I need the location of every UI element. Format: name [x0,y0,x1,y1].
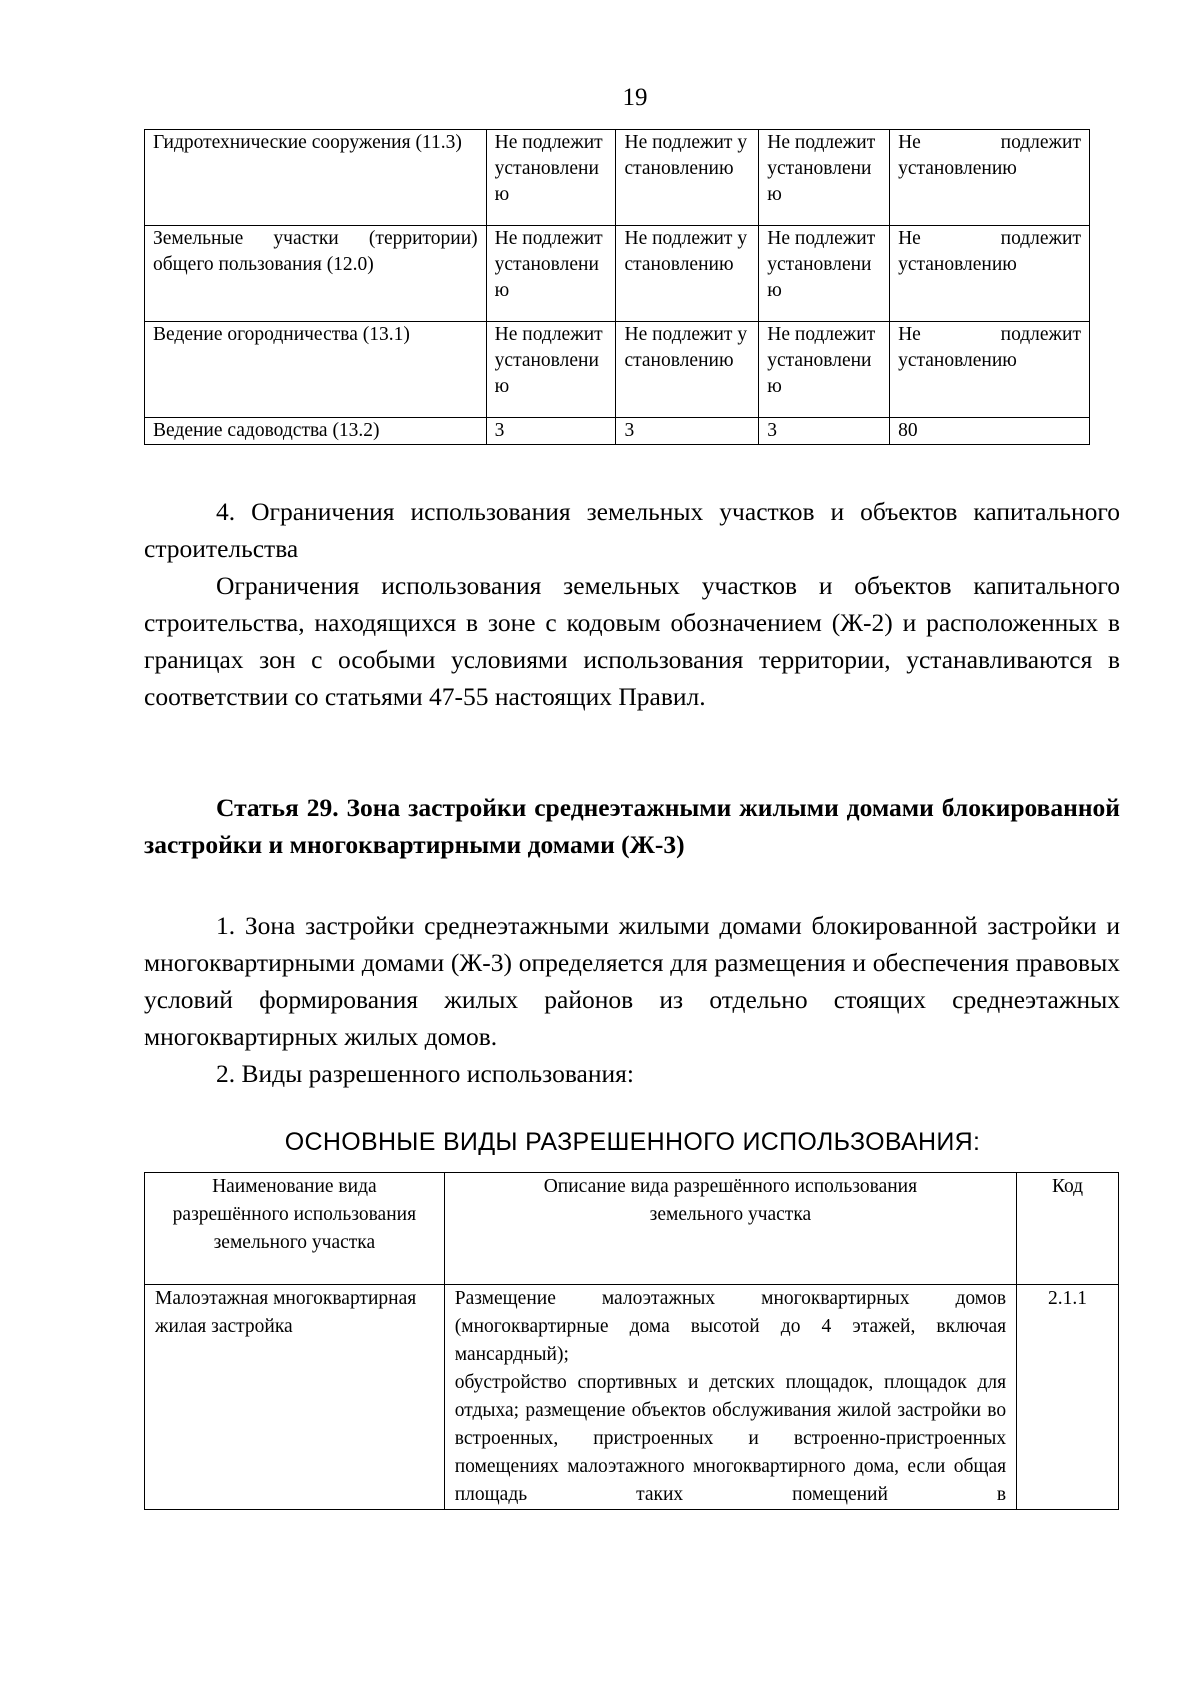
table-cell: 3 [486,418,616,445]
table-cell-code: 2.1.1 [1017,1285,1119,1510]
table-cell: 3 [759,418,890,445]
table-cell: 80 [890,418,1090,445]
section-4-title: 4. Ограничения использования земельных участков и объектов капитального строительства [144,497,1120,563]
page-number: 19 [622,84,648,111]
table-row [145,130,1090,226]
section-4-text: Ограничения использования земельных участков и объектов капитального строительства, находящихся в зоне с кодовым обозначением (Ж-2) и расположенных в границах зон с особыми условиями использования территории, устанавливаются в соответствии со статьями 47-55 настоящих Правил. [144,571,1120,711]
table-cell: Не подлежит установлению [890,226,1090,322]
article-heading: Статья 29. Зона застройки среднеэтажными жилыми домами блокированной застройки и многоквартирными домами (Ж-3) [144,793,1120,859]
header-name: Наименование вида разрешённого использования земельного участка [145,1173,445,1285]
table-cell: 3 [616,418,759,445]
table-cell: Не подлежит установлению [759,226,890,322]
table-row [145,1285,1119,1510]
table-cell: Не подлежит установлению [616,322,759,418]
table-cell: Не подлежит установлению [486,130,616,226]
table-cell-description [444,1285,1016,1510]
table-cell: Не подлежит установлению [759,322,890,418]
article-paragraph-1: 1. Зона застройки среднеэтажными жилыми домами блокированной застройки и многоквартирными домами (Ж-3) определяется для размещения и обеспечения правовых условий формирования жилых районов из отдельно стоящих среднеэтажных многоквартирных жилых домов. [144,911,1120,1051]
table-cell: Не подлежит установлению [616,130,759,226]
table-row [145,322,1090,418]
table-cell: Не подлежит установлению [486,226,616,322]
table-cell-name: Ведение садоводства (13.2) [145,418,487,445]
description-part-2: обустройство спортивных и детских площадок, площадок для отдыха; размещение объектов обслуживания жилой застройки во встроенных, пристроенных и встроенно-пристроенных помещениях малоэтажного многоквартирного дома, если общая площадь таких помещений в [454,1372,1007,1505]
table-header-row [145,1173,1119,1285]
zone-parameters-table [144,129,1090,445]
header-code: Код [1017,1173,1119,1285]
table-cell-name: Гидротехнические сооружения (11.3) [145,130,487,226]
table-row [145,226,1090,322]
header-description: Описание вида разрешённого использования земельного участка [444,1173,1016,1285]
table-cell: Не подлежит установлению [486,322,616,418]
table-cell: Не подлежит установлению [890,130,1090,226]
table-cell-name: Ведение огородничества (13.1) [145,322,487,418]
description-part-1: Размещение малоэтажных многоквартирных домов (многоквартирные дома высотой до 4 этажей, включая мансардный); [454,1288,1007,1365]
table-cell: Не подлежит установлению [616,226,759,322]
article-paragraph-2: 2. Виды разрешенного использования: [216,1059,634,1088]
table-cell: Не подлежит установлению [890,322,1090,418]
table-cell-name: Земельные участки (территории) общего пользования (12.0) [145,226,487,322]
table-cell-name: Малоэтажная многоквартирная жилая застройка [145,1285,445,1510]
table-title: ОСНОВНЫЕ ВИДЫ РАЗРЕШЕННОГО ИСПОЛЬЗОВАНИЯ: [284,1128,981,1156]
table-row [145,418,1090,445]
table-cell: Не подлежит установлению [759,130,890,226]
permitted-use-table [144,1172,1119,1510]
